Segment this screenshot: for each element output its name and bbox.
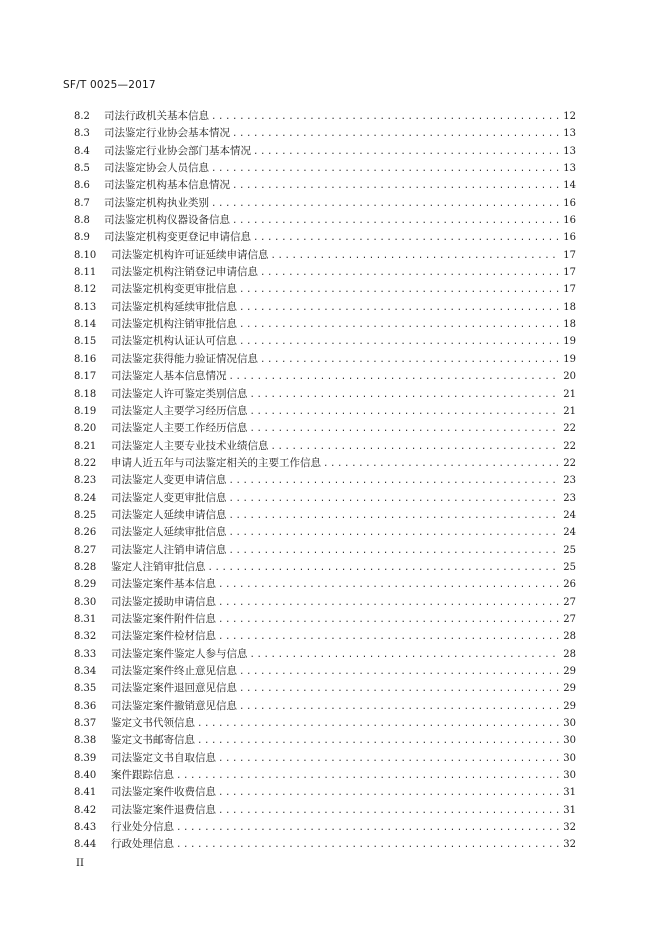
toc-entry-number: 8.43 bbox=[74, 822, 97, 834]
toc-entry-page: 27 bbox=[563, 596, 576, 608]
toc-entry-number: 8.31 bbox=[74, 613, 97, 625]
toc-entry[interactable] bbox=[74, 576, 576, 593]
toc-entry[interactable] bbox=[74, 212, 576, 229]
toc-entry[interactable] bbox=[74, 125, 576, 142]
toc-entry[interactable] bbox=[74, 490, 576, 507]
toc-entry-number: 8.23 bbox=[74, 475, 97, 487]
toc-entry[interactable] bbox=[74, 472, 576, 489]
toc-entry-number: 8.40 bbox=[74, 770, 97, 782]
toc-entry-number: 8.7 bbox=[74, 197, 90, 209]
toc-entry[interactable] bbox=[74, 715, 576, 732]
toc-entry[interactable] bbox=[74, 438, 576, 455]
toc-entry-number: 8.29 bbox=[74, 579, 97, 591]
standard-code-header: SF/T 0025—2017 bbox=[63, 79, 156, 91]
toc-entry-title: 司法鉴定案件附件信息 bbox=[111, 612, 216, 625]
toc-entry[interactable] bbox=[74, 281, 576, 298]
toc-entry-title: 司法鉴定协会人员信息 bbox=[104, 162, 209, 175]
toc-entry-page: 23 bbox=[563, 475, 576, 487]
toc-entry-page: 25 bbox=[563, 544, 576, 556]
toc-dot-leader bbox=[218, 751, 559, 768]
toc-dot-leader bbox=[323, 456, 559, 473]
toc-dot-leader bbox=[253, 144, 559, 161]
toc-entry-title: 司法鉴定援助申请信息 bbox=[111, 595, 216, 608]
toc-entry-page: 23 bbox=[563, 492, 576, 504]
toc-entry-page: 30 bbox=[563, 718, 576, 730]
toc-entry-title: 行政处理信息 bbox=[111, 838, 174, 851]
toc-entry-title: 司法鉴定人许可鉴定类别信息 bbox=[111, 387, 248, 400]
toc-entry-page: 22 bbox=[563, 457, 576, 469]
toc-entry[interactable] bbox=[74, 333, 576, 350]
toc-entry-page: 21 bbox=[563, 405, 576, 417]
toc-entry-title: 司法鉴定人变更申请信息 bbox=[111, 474, 227, 487]
toc-entry-number: 8.16 bbox=[74, 353, 97, 365]
toc-entry-title: 司法鉴定行业协会基本情况 bbox=[104, 127, 230, 140]
toc-entry-title: 司法鉴定机构变更登记申请信息 bbox=[104, 231, 251, 244]
toc-entry-page: 30 bbox=[563, 770, 576, 782]
toc-dot-leader bbox=[229, 508, 560, 525]
toc-entry-title: 司法鉴定人主要工作经历信息 bbox=[111, 422, 248, 435]
toc-entry-title: 司法鉴定人基本信息情况 bbox=[111, 370, 227, 383]
toc-entry-number: 8.13 bbox=[74, 301, 97, 313]
toc-dot-leader bbox=[211, 196, 559, 213]
toc-entry-number: 8.15 bbox=[74, 336, 97, 348]
toc-entry-number: 8.10 bbox=[74, 249, 97, 261]
toc-entry-title: 司法鉴定获得能力验证情况信息 bbox=[111, 352, 258, 365]
toc-entry-page: 18 bbox=[563, 301, 576, 313]
toc-entry[interactable] bbox=[74, 420, 576, 437]
toc-dot-leader bbox=[253, 230, 559, 247]
toc-entry-page: 21 bbox=[563, 388, 576, 400]
toc-entry-page: 16 bbox=[563, 197, 576, 209]
toc-dot-leader bbox=[176, 768, 559, 785]
toc-entry-title: 司法鉴定案件收费信息 bbox=[111, 786, 216, 799]
toc-entry-title: 司法鉴定机构注销登记申请信息 bbox=[111, 266, 258, 279]
toc-entry[interactable] bbox=[74, 455, 576, 472]
toc-entry[interactable] bbox=[74, 299, 576, 316]
toc-entry-title: 司法鉴定人延续审批信息 bbox=[111, 526, 227, 539]
toc-entry[interactable] bbox=[74, 732, 576, 749]
toc-entry[interactable] bbox=[74, 403, 576, 420]
toc-dot-leader bbox=[218, 803, 559, 820]
toc-entry-page: 13 bbox=[563, 163, 576, 175]
toc-entry-number: 8.42 bbox=[74, 804, 97, 816]
toc-dot-leader bbox=[197, 733, 559, 750]
toc-entry-number: 8.12 bbox=[74, 284, 97, 296]
toc-entry-page: 20 bbox=[563, 371, 576, 383]
toc-dot-leader bbox=[218, 629, 559, 646]
toc-entry-page: 27 bbox=[563, 613, 576, 625]
toc-entry[interactable] bbox=[74, 767, 576, 784]
toc-entry-number: 8.24 bbox=[74, 492, 97, 504]
toc-entry-title: 司法鉴定案件基本信息 bbox=[111, 578, 216, 591]
toc-entry-number: 8.37 bbox=[74, 718, 97, 730]
toc-entry-number: 8.19 bbox=[74, 405, 97, 417]
toc-entry-title: 案件跟踪信息 bbox=[111, 769, 174, 782]
toc-entry[interactable] bbox=[74, 542, 576, 559]
toc-dot-leader bbox=[218, 785, 559, 802]
toc-entry-title: 司法鉴定人变更审批信息 bbox=[111, 491, 227, 504]
toc-entry-title: 司法鉴定案件鉴定人参与信息 bbox=[111, 647, 248, 660]
toc-entry-number: 8.41 bbox=[74, 787, 97, 799]
toc-entry[interactable] bbox=[74, 628, 576, 645]
toc-entry-title: 司法鉴定机构许可证延续申请信息 bbox=[111, 248, 269, 261]
toc-entry-page: 14 bbox=[563, 180, 576, 192]
toc-entry-title: 司法鉴定人注销申请信息 bbox=[111, 543, 227, 556]
toc-entry-page: 30 bbox=[563, 752, 576, 764]
toc-entry-number: 8.21 bbox=[74, 440, 97, 452]
toc-entry-page: 17 bbox=[563, 249, 576, 261]
toc-entry-number: 8.14 bbox=[74, 319, 97, 331]
toc-entry-page: 19 bbox=[563, 336, 576, 348]
toc-entry[interactable] bbox=[74, 316, 576, 333]
toc-entry-page: 31 bbox=[563, 787, 576, 799]
toc-entry-page: 16 bbox=[563, 215, 576, 227]
toc-entry-title: 司法鉴定机构执业类别 bbox=[104, 196, 209, 209]
toc-entry-title: 申请人近五年与司法鉴定相关的主要工作信息 bbox=[111, 456, 321, 469]
toc-entry[interactable] bbox=[74, 229, 576, 246]
toc-entry-number: 8.8 bbox=[74, 215, 90, 227]
toc-entry-page: 24 bbox=[563, 527, 576, 539]
toc-entry[interactable] bbox=[74, 507, 576, 524]
toc-entry[interactable] bbox=[74, 177, 576, 194]
toc-entry-number: 8.35 bbox=[74, 683, 97, 695]
toc-entry-title: 司法鉴定机构仪器设备信息 bbox=[104, 214, 230, 227]
toc-entry-title: 司法鉴定案件撤销意见信息 bbox=[111, 699, 237, 712]
toc-entry-page: 17 bbox=[563, 284, 576, 296]
toc-entry[interactable] bbox=[74, 646, 576, 663]
toc-dot-leader bbox=[208, 560, 560, 577]
toc-entry[interactable] bbox=[74, 351, 576, 368]
toc-entry[interactable] bbox=[74, 386, 576, 403]
toc-entry-number: 8.44 bbox=[74, 839, 97, 851]
toc-entry-title: 鉴定文书邮寄信息 bbox=[111, 734, 195, 747]
toc-entry[interactable] bbox=[74, 368, 576, 385]
toc-entry-title: 司法鉴定人延续申请信息 bbox=[111, 508, 227, 521]
toc-dot-leader bbox=[260, 352, 559, 369]
toc-dot-leader bbox=[250, 387, 560, 404]
toc-entry-page: 31 bbox=[563, 804, 576, 816]
toc-dot-leader bbox=[229, 543, 560, 560]
toc-dot-leader bbox=[232, 178, 559, 195]
toc-dot-leader bbox=[239, 300, 559, 317]
toc-entry[interactable] bbox=[74, 836, 576, 853]
toc-entry-page: 13 bbox=[563, 128, 576, 140]
toc-entry-number: 8.18 bbox=[74, 388, 97, 400]
toc-dot-leader bbox=[229, 473, 560, 490]
toc-dot-leader bbox=[250, 647, 560, 664]
toc-dot-leader bbox=[232, 126, 559, 143]
toc-entry-title: 司法鉴定文书自取信息 bbox=[111, 751, 216, 764]
toc-entry-title: 司法鉴定机构变更审批信息 bbox=[111, 283, 237, 296]
toc-dot-leader bbox=[239, 317, 559, 334]
toc-dot-leader bbox=[239, 699, 559, 716]
toc-entry-title: 司法鉴定机构延续审批信息 bbox=[111, 300, 237, 313]
toc-entry[interactable] bbox=[74, 108, 576, 125]
toc-entry[interactable] bbox=[74, 750, 576, 767]
toc-entry-title: 司法鉴定行业协会部门基本情况 bbox=[104, 144, 251, 157]
toc-entry-number: 8.32 bbox=[74, 631, 97, 643]
toc-entry-title: 司法鉴定案件退费信息 bbox=[111, 803, 216, 816]
toc-entry[interactable] bbox=[74, 784, 576, 801]
toc-entry-title: 司法鉴定案件检材信息 bbox=[111, 630, 216, 643]
toc-entry-page: 25 bbox=[563, 561, 576, 573]
toc-entry-page: 29 bbox=[563, 700, 576, 712]
toc-entry-page: 12 bbox=[563, 111, 576, 122]
toc-entry-number: 8.25 bbox=[74, 509, 97, 521]
toc-entry[interactable] bbox=[74, 611, 576, 628]
toc-dot-leader bbox=[218, 595, 559, 612]
toc-entry-number: 8.26 bbox=[74, 527, 97, 539]
toc-dot-leader bbox=[229, 525, 560, 542]
toc-dot-leader bbox=[232, 213, 559, 230]
toc-dot-leader bbox=[239, 282, 559, 299]
toc-entry-title: 司法鉴定人主要学习经历信息 bbox=[111, 404, 248, 417]
page-number-footer: II bbox=[76, 858, 84, 869]
toc-dot-leader bbox=[176, 837, 559, 854]
toc-dot-leader bbox=[211, 109, 559, 126]
toc-entry[interactable] bbox=[74, 143, 576, 160]
toc-entry-title: 鉴定文书代领信息 bbox=[111, 717, 195, 730]
toc-dot-leader bbox=[250, 404, 560, 421]
toc-entry-number: 8.3 bbox=[74, 128, 90, 140]
toc-entry[interactable] bbox=[74, 559, 576, 576]
toc-entry-number: 8.28 bbox=[74, 561, 97, 573]
toc-entry[interactable] bbox=[74, 264, 576, 281]
toc-entry-title: 司法鉴定案件退回意见信息 bbox=[111, 682, 237, 695]
toc-entry[interactable] bbox=[74, 663, 576, 680]
toc-entry-number: 8.11 bbox=[74, 267, 97, 279]
toc-entry-page: 32 bbox=[563, 839, 576, 851]
toc-entry-page: 17 bbox=[563, 267, 576, 279]
toc-entry-page: 13 bbox=[563, 145, 576, 157]
toc-dot-leader bbox=[260, 265, 559, 282]
toc-entry-number: 8.39 bbox=[74, 752, 97, 764]
toc-entry-page: 18 bbox=[563, 319, 576, 331]
toc-dot-leader bbox=[229, 491, 560, 508]
toc-entry-title: 司法鉴定案件终止意见信息 bbox=[111, 665, 237, 677]
toc-entry[interactable] bbox=[74, 247, 576, 264]
toc-entry-page: 32 bbox=[563, 822, 576, 834]
toc-entry-page: 29 bbox=[563, 666, 576, 677]
toc-entry-page: 30 bbox=[563, 735, 576, 747]
toc-entry-title: 鉴定人注销审批信息 bbox=[111, 560, 206, 573]
toc-dot-leader bbox=[211, 161, 559, 178]
toc-entry-number: 8.22 bbox=[74, 457, 97, 469]
toc-dot-leader bbox=[197, 716, 559, 733]
toc-entry-title: 司法鉴定人主要专业技术业绩信息 bbox=[111, 439, 269, 452]
toc-entry-number: 8.36 bbox=[74, 700, 97, 712]
toc-entry-number: 8.4 bbox=[74, 145, 90, 157]
toc-dot-leader bbox=[271, 439, 560, 456]
toc-entry[interactable] bbox=[74, 195, 576, 212]
toc-entry-number: 8.20 bbox=[74, 423, 97, 435]
toc-entry-number: 8.33 bbox=[74, 648, 97, 660]
toc-entry-page: 16 bbox=[563, 232, 576, 244]
toc-entry-title: 司法鉴定机构注销审批信息 bbox=[111, 318, 237, 331]
toc-entry[interactable] bbox=[74, 802, 576, 819]
toc-entry-number: 8.27 bbox=[74, 544, 97, 556]
toc-entry-number: 8.9 bbox=[74, 232, 90, 244]
toc-dot-leader bbox=[176, 820, 559, 837]
toc-entry-page: 28 bbox=[563, 631, 576, 643]
toc-dot-leader bbox=[239, 334, 559, 351]
toc-entry-page: 22 bbox=[563, 440, 576, 452]
toc-dot-leader bbox=[239, 681, 559, 698]
toc-dot-leader bbox=[218, 577, 559, 594]
toc-entry-page: 22 bbox=[563, 423, 576, 435]
toc-dot-leader bbox=[218, 612, 559, 629]
toc-entry-number: 8.6 bbox=[74, 180, 90, 192]
toc-entry-page: 29 bbox=[563, 683, 576, 695]
toc-entry-number: 8.2 bbox=[74, 111, 90, 122]
toc-entry-number: 8.38 bbox=[74, 735, 97, 747]
toc-entry-page: 28 bbox=[563, 648, 576, 660]
toc-dot-leader bbox=[250, 421, 560, 438]
toc-entry-title: 司法行政机关基本信息 bbox=[104, 110, 209, 122]
toc-entry[interactable] bbox=[74, 698, 576, 715]
toc-entry[interactable] bbox=[74, 680, 576, 697]
toc-entry-title: 司法鉴定机构基本信息情况 bbox=[104, 179, 230, 192]
toc-entry-page: 19 bbox=[563, 353, 576, 365]
toc-entry[interactable] bbox=[74, 524, 576, 541]
toc-entry-page: 26 bbox=[563, 579, 576, 591]
toc-entry-title: 行业处分信息 bbox=[111, 821, 174, 834]
toc-entry[interactable] bbox=[74, 819, 576, 836]
toc-entry[interactable] bbox=[74, 594, 576, 611]
toc-dot-leader bbox=[229, 369, 560, 386]
toc-entry-page: 24 bbox=[563, 509, 576, 521]
toc-entry-number: 8.17 bbox=[74, 371, 97, 383]
toc-dot-leader bbox=[271, 248, 560, 265]
toc-entry[interactable] bbox=[74, 160, 576, 177]
toc-entry-number: 8.34 bbox=[74, 666, 97, 677]
toc-entry-number: 8.30 bbox=[74, 596, 97, 608]
toc-dot-leader bbox=[239, 664, 559, 681]
toc-entry-title: 司法鉴定机构认证认可信息 bbox=[111, 335, 237, 348]
toc-entry-number: 8.5 bbox=[74, 163, 90, 175]
table-of-contents bbox=[74, 108, 576, 854]
